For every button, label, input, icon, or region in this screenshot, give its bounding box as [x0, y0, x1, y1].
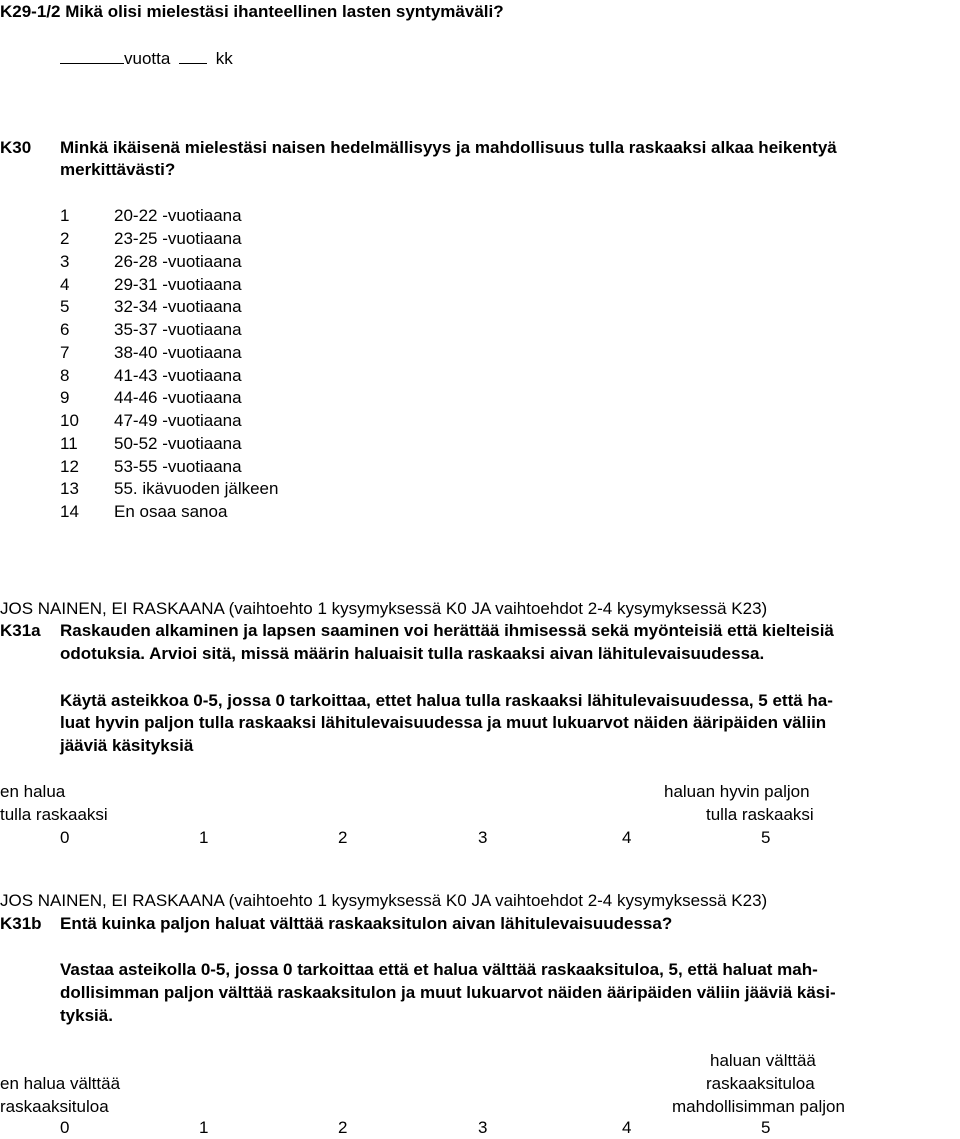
k31b-scale-value[interactable]: 0	[60, 1118, 70, 1137]
k31a-instruction-line2: luat hyvin paljon tulla raskaaksi lähitulevaisuudessa ja muut lukuarvot näiden ääripäiden väliin	[60, 713, 827, 732]
k30-question-line2: merkittävästi?	[60, 160, 176, 179]
years-blank[interactable]	[60, 47, 124, 64]
months-blank[interactable]	[179, 47, 207, 64]
k31a-instruction-line1: Käytä asteikkoa 0-5, jossa 0 tarkoittaa, ettet halua tulla raskaaksi lähitulevaisuudessa, 5 että ha-	[60, 691, 833, 710]
k30-option[interactable]: 6 35-37 -vuotiaana	[60, 320, 242, 339]
k31b-instruction-line1: Vastaa asteikolla 0-5, jossa 0 tarkoittaa että et halua välttää raskaaksituloa, 5, että haluat mah-	[60, 960, 818, 979]
k31a-scale-value[interactable]: 0	[60, 828, 70, 847]
k31a-right-label-1: haluan hyvin paljon	[664, 782, 810, 801]
k31a-scale-value[interactable]: 2	[338, 828, 348, 847]
k30-option[interactable]: 4 29-31 -vuotiaana	[60, 275, 242, 294]
k31a-scale-value[interactable]: 5	[761, 828, 771, 847]
k31b-instruction-line3: tyksiä.	[60, 1006, 113, 1025]
k31a-instruction-line3: jääviä käsityksiä	[60, 736, 194, 755]
k30-option[interactable]: 7 38-40 -vuotiaana	[60, 343, 242, 362]
k30-option[interactable]: 2 23-25 -vuotiaana	[60, 229, 242, 248]
k31a-filter: JOS NAINEN, EI RASKAANA (vaihtoehto 1 kysymyksessä K0 JA vaihtoehdot 2-4 kysymyksessä K23)	[0, 599, 768, 618]
k31b-right-label-1: haluan välttää	[710, 1051, 816, 1070]
k31b-scale-value[interactable]: 3	[478, 1118, 488, 1137]
k31b-number: K31b	[0, 914, 42, 933]
k31a-scale-value[interactable]: 3	[478, 828, 488, 847]
k30-option[interactable]: 12 53-55 -vuotiaana	[60, 457, 242, 476]
k30-option[interactable]: 9 44-46 -vuotiaana	[60, 388, 242, 407]
k30-question	[0, 137, 837, 159]
k31b-scale-value[interactable]: 4	[622, 1118, 632, 1137]
k31b-right-label-2: raskaaksituloa	[706, 1074, 815, 1093]
k31a-left-label-1: en halua	[0, 782, 66, 801]
k30-number: K30	[0, 138, 32, 157]
k31a-right-label-2: tulla raskaaksi	[706, 805, 814, 824]
k31b-left-label-2: raskaaksituloa	[0, 1097, 109, 1116]
years-unit: vuotta	[124, 49, 171, 68]
k30-option[interactable]: 10 47-49 -vuotiaana	[60, 411, 242, 430]
k31b-scale-value[interactable]: 1	[199, 1118, 209, 1137]
k30-option[interactable]: 8 41-43 -vuotiaana	[60, 366, 242, 385]
k30-option[interactable]: 14 En osaa sanoa	[60, 502, 228, 521]
k31a-scale-value[interactable]: 4	[622, 828, 632, 847]
k30-option[interactable]: 1 20-22 -vuotiaana	[60, 206, 242, 225]
k30-option[interactable]: 13 55. ikävuoden jälkeen	[60, 479, 279, 498]
k31b-question	[0, 913, 672, 935]
k31b-scale-value[interactable]: 5	[761, 1118, 771, 1137]
k30-option[interactable]: 5 32-34 -vuotiaana	[60, 297, 242, 316]
k29-question: K29-1/2 Mikä olisi mielestäsi ihanteellinen lasten syntymäväli?	[0, 2, 504, 21]
k31b-left-label-1: en halua välttää	[0, 1074, 121, 1093]
k30-option[interactable]: 11 50-52 -vuotiaana	[60, 434, 242, 453]
k31b-question-text: Entä kuinka paljon haluat välttää raskaaksitulon aivan lähitulevaisuudessa?	[60, 914, 673, 933]
k31a-left-label-2: tulla raskaaksi	[0, 805, 108, 824]
k30-option[interactable]: 3 26-28 -vuotiaana	[60, 252, 242, 271]
k30-question-line1: Minkä ikäisenä mielestäsi naisen hedelmällisyys ja mahdollisuus tulla raskaaksi alkaa heikentyä	[60, 138, 837, 157]
k31b-filter: JOS NAINEN, EI RASKAANA (vaihtoehto 1 kysymyksessä K0 JA vaihtoehdot 2-4 kysymyksessä K23)	[0, 891, 768, 910]
k31a-question-line1: Raskauden alkaminen ja lapsen saaminen voi herättää ihmisessä sekä myönteisiä että kielteisiä	[60, 621, 834, 640]
k29-answer-line	[60, 47, 233, 70]
k31a-question	[0, 620, 834, 642]
k31b-right-label-3: mahdollisimman paljon	[672, 1097, 845, 1116]
k31a-scale-value[interactable]: 1	[199, 828, 209, 847]
months-unit: kk	[215, 49, 233, 68]
k31b-scale-value[interactable]: 2	[338, 1118, 348, 1137]
k31a-question-line2: odotuksia. Arvioi sitä, missä määrin haluaisit tulla raskaaksi aivan lähitulevaisuudessa.	[60, 644, 765, 663]
k31a-number: K31a	[0, 621, 41, 640]
k31b-instruction-line2: dollisimman paljon välttää raskaaksitulon ja muut lukuarvot näiden ääripäiden väliin jääviä käsi-	[60, 983, 836, 1002]
